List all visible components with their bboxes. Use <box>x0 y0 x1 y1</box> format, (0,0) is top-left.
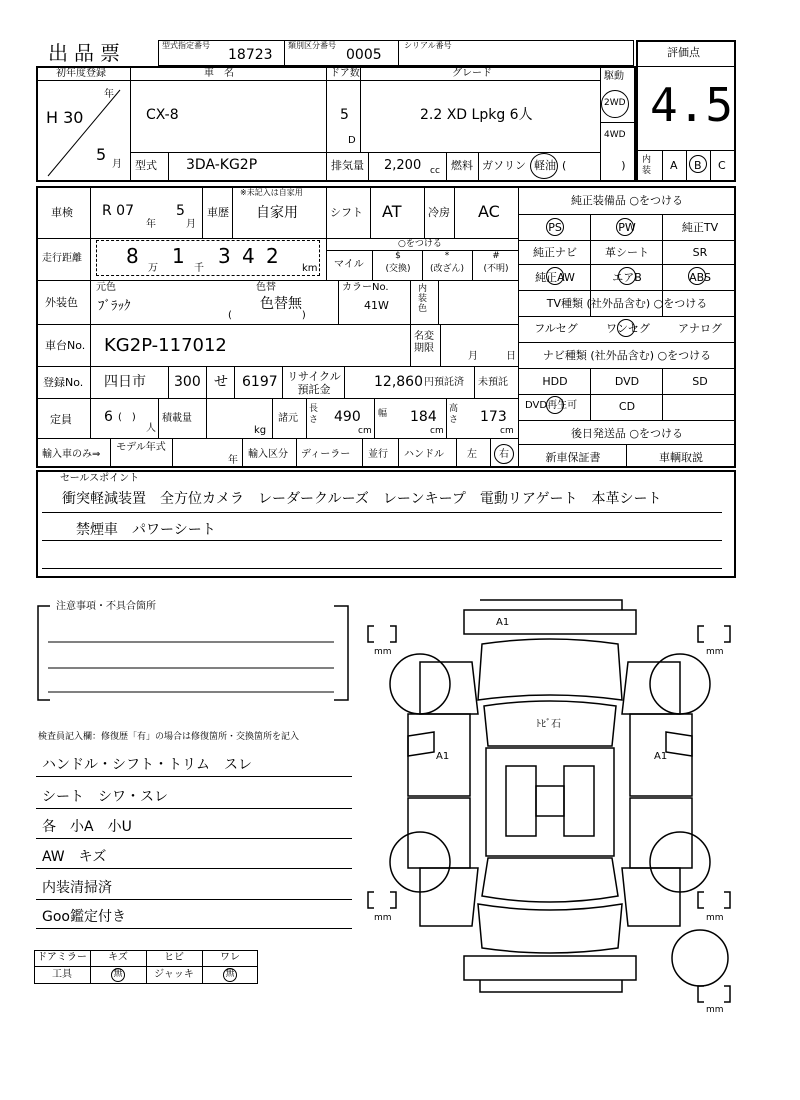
reg-serial: 6197 <box>242 374 278 390</box>
grade-label: グレード <box>452 68 492 79</box>
recycle-status: 未預託 <box>478 377 508 388</box>
tv-fullseg: フルセグ <box>534 322 578 335</box>
equip-sr: SR <box>692 246 708 259</box>
month-unit: 月 <box>112 159 122 170</box>
model-year-label: モデル年式 <box>116 442 166 453</box>
interior-c: C <box>718 159 726 172</box>
doors-label: ドア数 <box>330 68 360 79</box>
shift: AT <box>382 202 402 221</box>
height-unit: cm <box>500 426 514 436</box>
equip-leather: 革シート <box>605 246 649 259</box>
mark-star-sub: (改ざん) <box>429 264 465 274</box>
drive-label: 駆動 <box>604 71 624 82</box>
ps-circle <box>546 218 564 236</box>
import-label: 輸入車のみ⇒ <box>42 449 101 460</box>
navi-title: ナビ種類 (社外品含む) ○をつける <box>542 349 712 362</box>
fuel-label: 燃料 <box>451 159 473 172</box>
handle-left: 左 <box>467 449 477 460</box>
transfer-day: 日 <box>506 351 516 362</box>
mileage-digit-2: 1 <box>172 244 185 268</box>
score-label: 評価点 <box>667 46 700 59</box>
mark-dollar: $ <box>395 251 401 261</box>
displacement: 2,200 <box>384 158 422 173</box>
note-line-6: Goo鑑定付き <box>42 909 126 925</box>
notes-frame <box>34 601 354 704</box>
original-color: ﾌﾞﾗｯｸ <box>98 299 131 314</box>
sales-label: セールスポイント <box>60 473 140 484</box>
width-unit: cm <box>430 426 444 436</box>
tv-title: TV種類 (社外品含む) ○をつける <box>546 297 708 310</box>
transfer-label: 名変期限 <box>414 331 434 354</box>
capacity-unit: 人 <box>146 423 156 434</box>
capacity-paren: ( ) <box>118 412 136 423</box>
light-oil-circle <box>530 153 558 179</box>
item-tools-have: 無 <box>113 969 123 979</box>
mm-rl: mm <box>374 913 392 923</box>
mark-star: * <box>444 251 450 261</box>
fuel-other: ( ) <box>562 159 626 172</box>
later-warranty: 新車保証書 <box>545 451 601 464</box>
recycle-unit: 円預託済 <box>424 377 464 388</box>
handle-right: 右 <box>499 449 509 460</box>
mark-dollar-sub: (交換) <box>385 264 411 274</box>
recycle-label: リサイクル預託金 <box>287 370 341 396</box>
item-jack: ジャッキ <box>154 969 194 980</box>
width: 184 <box>410 409 437 425</box>
abs-circle <box>688 267 706 285</box>
sales-line-2: 禁煙車 パワーシート <box>76 522 216 538</box>
length-unit: cm <box>358 426 372 436</box>
drive-4wd: 4WD <box>604 130 626 140</box>
mileage-man: 万 <box>148 263 158 274</box>
reg-number: 300 <box>174 374 201 390</box>
equip-abs: ABS <box>689 271 711 284</box>
reg-label: 登録No. <box>43 376 84 389</box>
sheet-title: 出品票 <box>48 41 126 65</box>
capacity: 6 <box>104 409 113 425</box>
color-no-label: カラーNo. <box>342 282 389 293</box>
note-line-4: AW キズ <box>42 849 107 865</box>
displacement-unit: cc <box>430 166 440 176</box>
item-tools: 工具 <box>52 969 72 980</box>
repaint-label: 色替 <box>256 282 276 293</box>
equip-airbag: エアB <box>612 271 642 284</box>
item-jack-have: 無 <box>225 969 235 979</box>
equip-ps: PS <box>548 221 562 234</box>
item-mirror: ドアミラー <box>37 952 87 963</box>
fuel-gasoline: ガソリン <box>482 159 526 172</box>
model-code-label: 型式指定番号 <box>162 41 210 50</box>
airbag-circle <box>618 267 636 285</box>
model-code: 18723 <box>228 47 273 63</box>
displacement-label: 排気量 <box>331 159 364 172</box>
mm-rr: mm <box>706 913 724 923</box>
ownership-label: 諸元 <box>278 413 298 424</box>
navi-sd: SD <box>692 375 708 388</box>
parallel: 並行 <box>368 449 388 460</box>
length-label: 長さ <box>309 404 319 425</box>
item-split: ワレ <box>220 952 240 963</box>
mark-hash: # <box>492 251 500 261</box>
score-value: 4.5 <box>650 78 734 132</box>
load-label: 積載量 <box>162 413 192 424</box>
mileage-digit-3: 3 <box>218 244 231 268</box>
inspection-month: 5 <box>176 203 185 219</box>
note-line-5: 内装清掃済 <box>42 880 112 896</box>
inspection-era: R 07 <box>102 203 134 219</box>
interior-label: 内装 <box>642 155 652 176</box>
ac: AC <box>478 202 500 221</box>
jack-circle <box>223 968 237 982</box>
oneseg-circle <box>617 319 635 337</box>
height: 173 <box>480 409 507 425</box>
navi-hdd: HDD <box>542 375 568 388</box>
mileage-km: km <box>302 263 318 274</box>
mile-label: マイル <box>334 259 364 270</box>
height-label: 高さ <box>449 404 459 425</box>
original-color-label: 元色 <box>96 282 116 293</box>
doors: 5 <box>340 107 349 123</box>
inspector-label: 検査員記入欄：修復歴「有」の場合は修復箇所・交換箇所を記入 <box>38 732 300 742</box>
mm-spare: mm <box>706 1005 724 1015</box>
fuel-light-oil: 軽油 <box>534 159 556 172</box>
model-year-unit: 年 <box>228 455 238 466</box>
equipment-title: 純正装備品 ○をつける <box>570 194 684 207</box>
front-mark: A1 <box>496 617 510 628</box>
dealer: ディーラー <box>301 449 351 460</box>
doors-sub: D <box>348 135 356 146</box>
capacity-label: 定員 <box>50 413 72 426</box>
history-note: ※未記入は自家用 <box>240 188 303 197</box>
mark-hash-sub: (不明) <box>483 264 509 274</box>
equip-navi: 純正ナビ <box>533 246 577 259</box>
length: 490 <box>334 409 361 425</box>
width-label: 幅 <box>378 409 388 419</box>
later-title: 後日発送品 ○をつける <box>570 427 684 440</box>
ac-label: 冷房 <box>428 206 450 219</box>
first-reg-label: 初年度登録 <box>56 68 106 79</box>
equip-aw: 純正AW <box>535 271 575 284</box>
mileage-sen: 千 <box>194 263 204 274</box>
mm-fr: mm <box>706 647 724 657</box>
right-circle <box>494 444 514 464</box>
item-crack: ヒビ <box>164 952 184 963</box>
type-label: 型式 <box>135 159 157 172</box>
aw-circle <box>546 267 564 285</box>
sales-line-1: 衝突軽減装置 全方位カメラ レーダークルーズ レーンキープ 電動リアゲート 本革シート <box>62 491 662 507</box>
mileage-digit-1: 8 <box>126 244 139 268</box>
tools-circle <box>111 968 125 982</box>
interior-color-label: 内装色 <box>418 284 428 314</box>
navi-dvd: DVD <box>614 375 640 388</box>
repaint-paren: ( ) <box>228 310 306 321</box>
note-line-2: シート シワ・スレ <box>42 789 168 805</box>
chassis-number: KG2P-117012 <box>104 335 227 356</box>
interior-b-circle <box>689 155 707 173</box>
mileage-label: 走行距離 <box>42 253 82 264</box>
shift-label: シフト <box>330 206 363 219</box>
mileage-digit-5: 2 <box>266 244 279 268</box>
year-unit: 年 <box>104 89 114 100</box>
color-no: 41W <box>364 299 389 312</box>
tv-oneseg: ワンセグ <box>606 322 650 335</box>
reg-kana: せ <box>214 374 228 390</box>
interior-a: A <box>670 159 678 172</box>
first-reg-month: 5 <box>96 145 107 164</box>
history: 自家用 <box>256 205 298 221</box>
car-name: CX-8 <box>146 107 179 123</box>
note-line-3: 各 小A 小U <box>42 819 132 835</box>
drive-2wd: 2WD <box>604 98 626 108</box>
roof-mark: ﾄﾋﾞ石 <box>536 719 561 730</box>
left-door-mark: A1 <box>436 751 450 762</box>
model-type: 3DA-KG2P <box>186 157 258 173</box>
handle-label: ハンドル <box>404 449 444 460</box>
right-door-mark: A1 <box>654 751 668 762</box>
inspection-month-unit: 月 <box>186 219 196 230</box>
item-scratch: キズ <box>108 952 128 963</box>
later-manual: 車輌取説 <box>659 451 703 464</box>
import-type-label: 輸入区分 <box>248 449 288 460</box>
class-code-label: 類別区分番号 <box>288 41 336 50</box>
exterior-label: 外装色 <box>45 296 78 309</box>
notes-label: 注意事項・不具合箇所 <box>56 601 156 612</box>
history-label: 車歴 <box>207 206 229 219</box>
first-reg-era: H 30 <box>46 108 84 127</box>
tv-analog: アナログ <box>678 322 722 335</box>
car-damage-diagram <box>360 596 760 1020</box>
name-label: 車 名 <box>204 68 234 79</box>
serial-label: シリアル番号 <box>404 41 452 50</box>
equip-tv: 純正TV <box>681 221 719 234</box>
mileage-digit-4: 4 <box>242 244 255 268</box>
reg-city: 四日市 <box>104 374 146 390</box>
equip-pw: PW <box>618 221 636 234</box>
grade: 2.2 XD Lpkg 6人 <box>420 107 533 123</box>
interior-b: B <box>694 159 702 172</box>
navi-cd: CD <box>618 400 636 413</box>
chassis-label: 車台No. <box>45 339 86 352</box>
mm-fl: mm <box>374 647 392 657</box>
inspection-year-unit: 年 <box>146 219 156 230</box>
repaint: 色替無 <box>260 296 302 312</box>
navi-dvd-play: DVD再生可 <box>525 400 578 411</box>
load-unit: kg <box>254 425 267 436</box>
transfer-month: 月 <box>468 351 478 362</box>
inspection-label: 車検 <box>51 206 73 219</box>
recycle-amount: 12,860 <box>374 374 423 390</box>
note-line-1: ハンドル・シフト・トリム スレ <box>42 757 252 773</box>
class-code: 0005 <box>346 47 382 63</box>
pw-circle <box>616 218 634 236</box>
mark-note: ○をつける <box>398 239 442 249</box>
dvd-play-circle <box>546 396 564 414</box>
